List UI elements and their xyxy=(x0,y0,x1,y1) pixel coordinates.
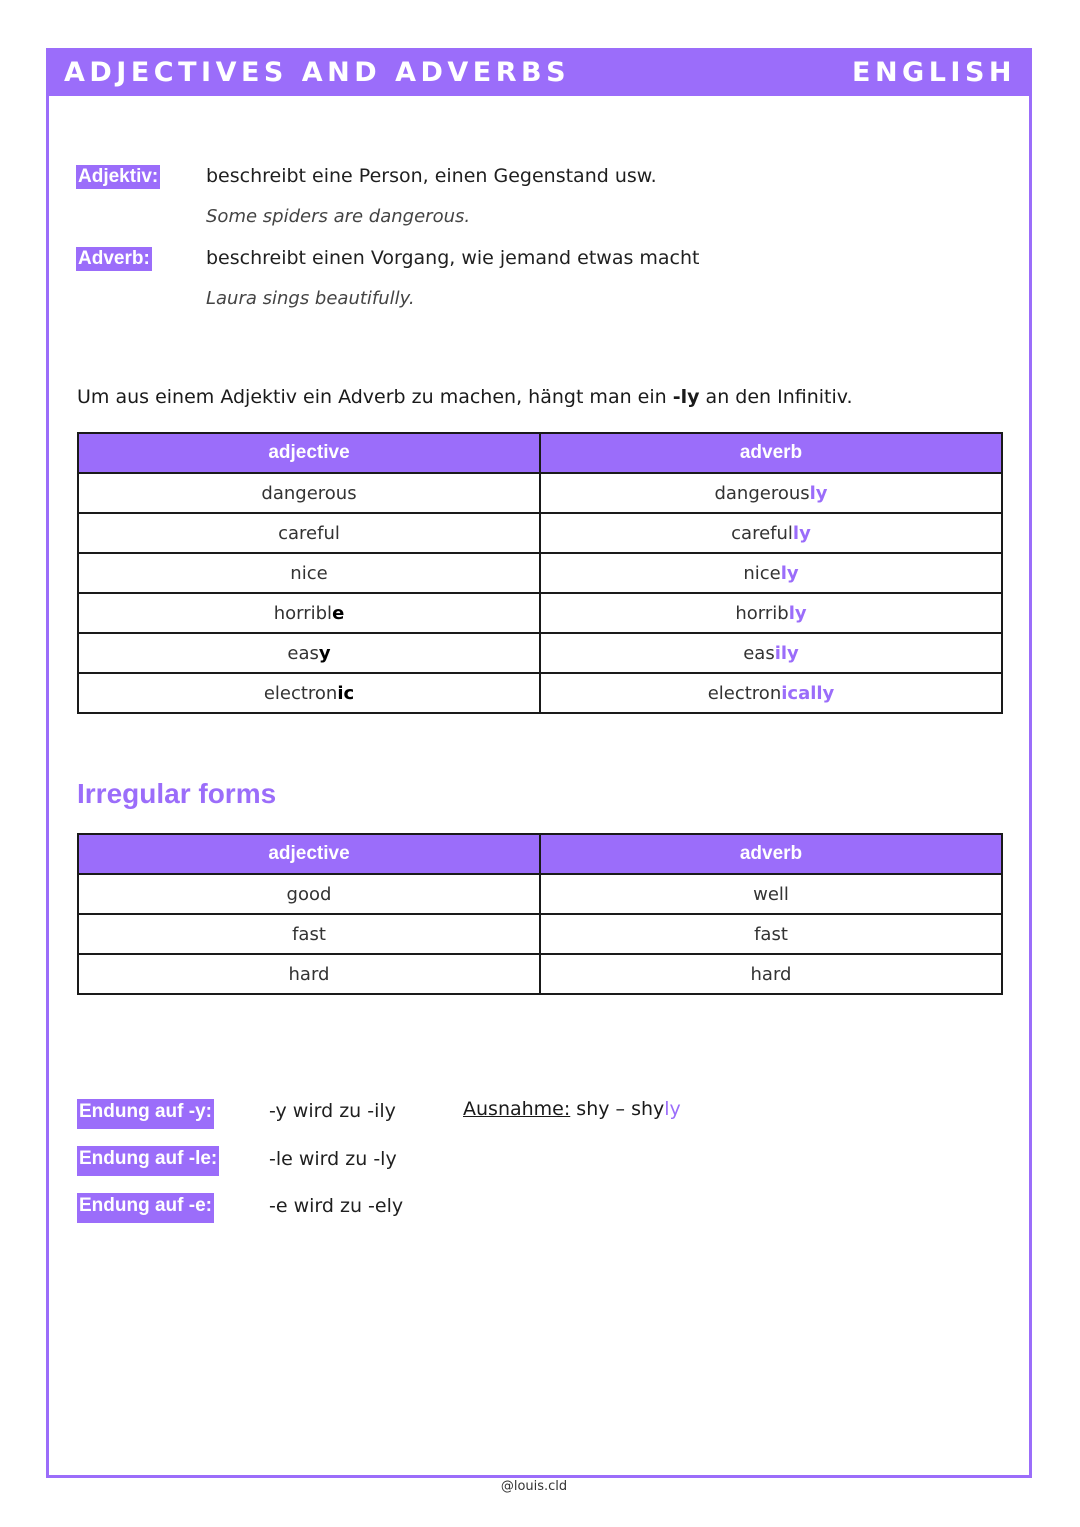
page-title: ADJECTIVES AND ADVERBS xyxy=(64,56,571,88)
adjective-cell: fast xyxy=(78,914,540,954)
table-header-row xyxy=(78,834,1002,874)
adverb-cell: well xyxy=(540,874,1002,914)
adjective-cell: good xyxy=(78,874,540,914)
adjective-cell xyxy=(78,553,540,593)
adverb-suffix: ly xyxy=(809,482,828,504)
table-row xyxy=(78,673,1002,713)
adverb-cell: hard xyxy=(540,954,1002,994)
adjektiv-example: Some spiders are dangerous. xyxy=(206,206,471,227)
table-row xyxy=(78,914,1002,954)
exception-suffix: ly xyxy=(664,1098,681,1120)
table-row xyxy=(78,553,1002,593)
regular-forms-table xyxy=(77,432,1003,714)
adverb-suffix: ily xyxy=(774,642,799,664)
adverb-cell xyxy=(540,673,1002,713)
intro-text-before: Um aus einem Adjektiv ein Adverb zu machen, hängt man ein xyxy=(77,386,673,408)
table-row xyxy=(78,513,1002,553)
subject-label: ENGLISH xyxy=(852,56,1016,88)
adverb-cell xyxy=(540,553,1002,593)
ending-y-rule: -y wird zu -ily xyxy=(269,1100,396,1122)
rule-intro xyxy=(77,386,853,408)
adjective-cell xyxy=(78,593,540,633)
adverb-cell xyxy=(540,593,1002,633)
adjective-stem: eas xyxy=(287,642,319,664)
adjektiv-tag: Adjektiv: xyxy=(78,166,159,187)
intro-text-after: an den Infinitiv. xyxy=(699,386,853,408)
adjective-cell xyxy=(78,513,540,553)
column-header-adverb: adverb xyxy=(540,433,1002,473)
adverb-suffix: ly xyxy=(792,522,811,544)
irregular-forms-title: Irregular forms xyxy=(77,778,277,809)
adverb-suffix: ly xyxy=(788,602,807,624)
column-header-adjective: adjective xyxy=(78,433,540,473)
footer-credit: @louis.cld xyxy=(500,1479,568,1494)
adverb-stem: nice xyxy=(743,562,781,584)
table-row xyxy=(78,473,1002,513)
ending-y-tag: Endung auf -y: xyxy=(77,1099,214,1129)
adjective-cell: hard xyxy=(78,954,540,994)
adverb-tag: Adverb: xyxy=(78,248,150,269)
header-bar xyxy=(46,48,1032,96)
adjective-cell xyxy=(78,473,540,513)
column-header-adjective: adjective xyxy=(78,834,540,874)
adverb-stem: horrib xyxy=(735,602,789,624)
adjective-stem: electron xyxy=(263,682,338,704)
exception-label: Ausnahme: xyxy=(463,1098,571,1120)
adverb-suffix: ly xyxy=(780,562,799,584)
ending-e-rule: -e wird zu -ely xyxy=(269,1195,404,1217)
adverb-suffix: ically xyxy=(781,682,835,704)
table-row xyxy=(78,874,1002,914)
adjective-ending: ic xyxy=(337,682,355,704)
adverb-cell xyxy=(540,633,1002,673)
table-row xyxy=(78,954,1002,994)
table-header-row xyxy=(78,433,1002,473)
exception-note xyxy=(463,1098,681,1120)
adverb-example: Laura sings beautifully. xyxy=(206,288,415,309)
adjective-stem: dangerous xyxy=(261,482,357,504)
ending-le-tag: Endung auf -le: xyxy=(77,1146,219,1176)
adverb-cell xyxy=(540,513,1002,553)
exception-text: shy – shy xyxy=(570,1098,665,1120)
adjective-stem: nice xyxy=(290,562,328,584)
adverb-definition: beschreibt einen Vorgang, wie jemand etwas macht xyxy=(206,247,700,269)
column-header-adverb: adverb xyxy=(540,834,1002,874)
adverb-cell: fast xyxy=(540,914,1002,954)
adjektiv-definition: beschreibt eine Person, einen Gegenstand usw. xyxy=(206,165,657,187)
adverb-cell xyxy=(540,473,1002,513)
adjective-ending: e xyxy=(332,602,345,624)
adjective-ending: y xyxy=(318,642,331,664)
ending-le-rule: -le wird zu -ly xyxy=(269,1148,397,1170)
ending-e-tag: Endung auf -e: xyxy=(77,1193,214,1223)
adjective-stem: horribl xyxy=(273,602,333,624)
table-row xyxy=(78,633,1002,673)
adverb-stem: eas xyxy=(743,642,775,664)
intro-suffix: -ly xyxy=(672,386,700,408)
irregular-forms-table xyxy=(77,833,1003,995)
adverb-stem: careful xyxy=(731,522,793,544)
adverb-stem: electron xyxy=(707,682,782,704)
table-row xyxy=(78,593,1002,633)
adjective-stem: careful xyxy=(278,522,340,544)
adjective-cell xyxy=(78,633,540,673)
adverb-stem: dangerous xyxy=(714,482,810,504)
adjective-cell xyxy=(78,673,540,713)
